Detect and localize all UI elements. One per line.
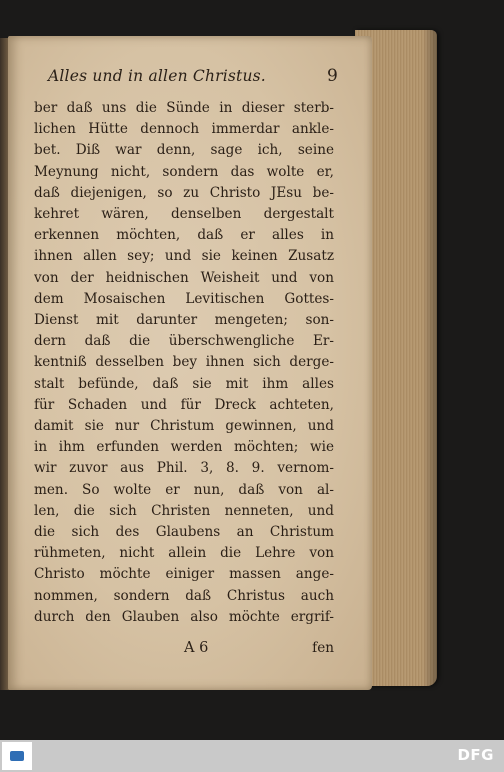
library-logo-icon bbox=[10, 751, 24, 761]
running-head bbox=[48, 66, 338, 86]
text-line: in ihm erfunden werden möchten; wie bbox=[34, 439, 334, 456]
text-line: rühmeten, nicht allein die Lehre von bbox=[34, 545, 334, 562]
text-line: die sich des Glaubens an Christum bbox=[34, 524, 334, 541]
text-line: bet. Diß war denn, sage ich, seine bbox=[34, 142, 334, 159]
viewer-footer-bar bbox=[0, 740, 504, 772]
text-line: ber daß uns die Sünde in dieser sterb- bbox=[34, 100, 334, 116]
dfg-logo[interactable]: DFG bbox=[457, 746, 494, 764]
text-line: von der heidnischen Weisheit und von bbox=[34, 269, 334, 286]
text-line: lichen Hütte dennoch immerdar ankle- bbox=[34, 121, 334, 138]
text-line: wir zuvor aus Phil. 3, 8. 9. vernom- bbox=[34, 460, 334, 477]
text-line: erkennen möchten, daß er alles in bbox=[34, 227, 334, 244]
page-footer bbox=[34, 640, 334, 662]
text-line: stalt befünde, daß sie mit ihm alles bbox=[34, 375, 334, 392]
text-line: Christo möchte einiger massen ange- bbox=[34, 566, 334, 583]
signature-mark: A 6 bbox=[184, 640, 209, 656]
text-line: men. So wolte er nun, daß von al- bbox=[34, 481, 334, 498]
text-line: dern daß die überschwengliche Er- bbox=[34, 333, 334, 350]
text-line: nommen, sondern daß Christus auch bbox=[34, 587, 334, 604]
text-line: len, die sich Christen nenneten, und bbox=[34, 502, 334, 519]
text-line: für Schaden und für Dreck achteten, bbox=[34, 396, 334, 413]
text-line: ihnen allen sey; und sie keinen Zusatz bbox=[34, 248, 334, 265]
text-line: Dienst mit darunter mengeten; son- bbox=[34, 312, 334, 329]
text-line: kentniß desselben bey ihnen sich derge- bbox=[34, 354, 334, 371]
running-head-title: Alles und in allen Christus. bbox=[48, 67, 266, 85]
page-number: 9 bbox=[326, 66, 338, 86]
body-text bbox=[34, 98, 334, 628]
text-line: Meynung nicht, sondern das wolte er, bbox=[34, 163, 334, 180]
text-line: daß diejenigen, so zu Christo JEsu be- bbox=[34, 184, 334, 201]
text-line: durch den Glauben also möchte ergrif- bbox=[34, 608, 334, 625]
catchword: fen bbox=[312, 640, 334, 656]
text-line: dem Mosaischen Levitischen Gottes- bbox=[34, 290, 334, 307]
text-line: kehret wären, denselben dergestalt bbox=[34, 206, 334, 223]
library-logo[interactable] bbox=[2, 742, 32, 770]
book-page bbox=[8, 36, 372, 690]
text-line: damit sie nur Christum gewinnen, und bbox=[34, 418, 334, 435]
